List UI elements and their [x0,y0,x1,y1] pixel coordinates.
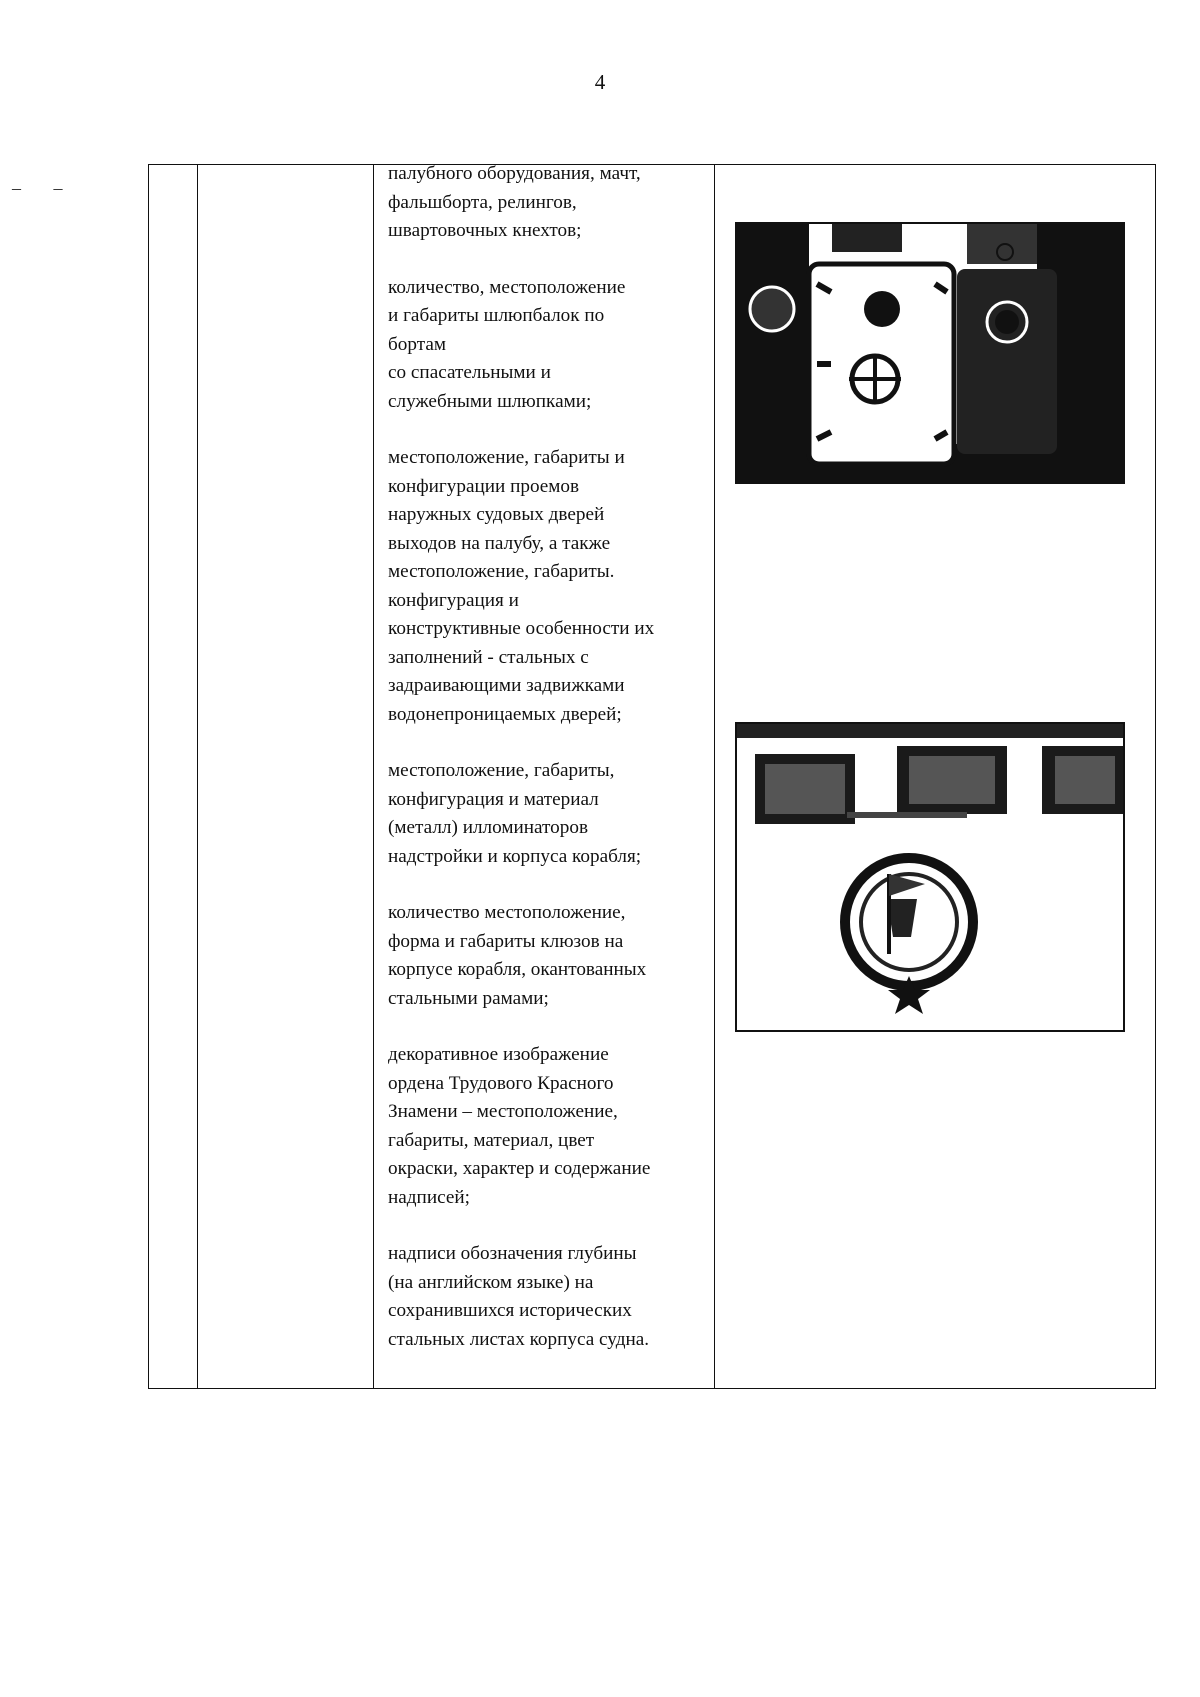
line: заполнений - стальных с [388,646,589,668]
item-davits [388,274,696,417]
line: надписей; [388,1186,470,1208]
door-photo [735,222,1125,484]
line: конфигурация и [388,589,519,611]
line: декоративное изображение [388,1044,609,1065]
item-deck-equipment [388,160,696,246]
line: окраски, характер и содержание [388,1158,651,1179]
line: габариты, материал, цвет [388,1129,595,1151]
line: наружных судовых дверей [388,504,605,525]
line: задраивающими задвижками [388,675,625,696]
line: и габариты шлюпбалок по [388,305,605,326]
page-number: 4 [594,70,606,94]
line: сохранившихся исторических [388,1300,632,1321]
line: местоположение, габариты. [388,561,615,582]
item-doors [388,444,696,729]
line: выходов на палубу, а также [388,532,611,554]
line: фальшборта, релингов, [388,191,577,213]
line: Знамени – местоположение, [388,1101,618,1122]
line: конфигурация и материал [388,788,599,810]
line: конфигурации проемов [388,475,580,497]
margin-marks: – – [12,178,77,198]
line: водонепроницаемых дверей; [388,703,622,725]
line: со спасательными и [388,362,551,383]
line: палубного оборудования, мачт, [388,163,641,184]
column-divider-2 [373,165,374,1388]
item-order-emblem [388,1041,696,1212]
line: количество местоположение, [388,902,626,923]
line: (на английском языке) на [388,1271,594,1293]
item-hawse-pipes [388,899,696,1013]
column-divider-3 [714,165,715,1388]
line: служебными шлюпками; [388,390,592,412]
line: ордена Трудового Красного [388,1072,614,1094]
line: (металл) илломинаторов [388,817,589,838]
item-portholes [388,757,696,871]
order-emblem-photo [735,722,1125,1032]
line: стальными рамами; [388,987,549,1009]
description-cell [388,160,696,1354]
line: форма и габариты клюзов на [388,930,624,952]
line: местоположение, габариты, [388,760,615,781]
line: швартовочных кнехтов; [388,220,582,241]
line: местоположение, габариты и [388,447,625,468]
line: количество, местоположение [388,276,626,298]
line: конструктивные особенности их [388,618,655,639]
line: надстройки и корпуса корабля; [388,845,642,867]
item-depth-marks [388,1240,696,1354]
column-divider-1 [197,165,198,1388]
line: стальных листах корпуса судна. [388,1328,650,1350]
line: бортам [388,333,446,355]
line: надписи обозначения глубины [388,1243,637,1264]
line: корпусе корабля, окантованных [388,959,647,980]
